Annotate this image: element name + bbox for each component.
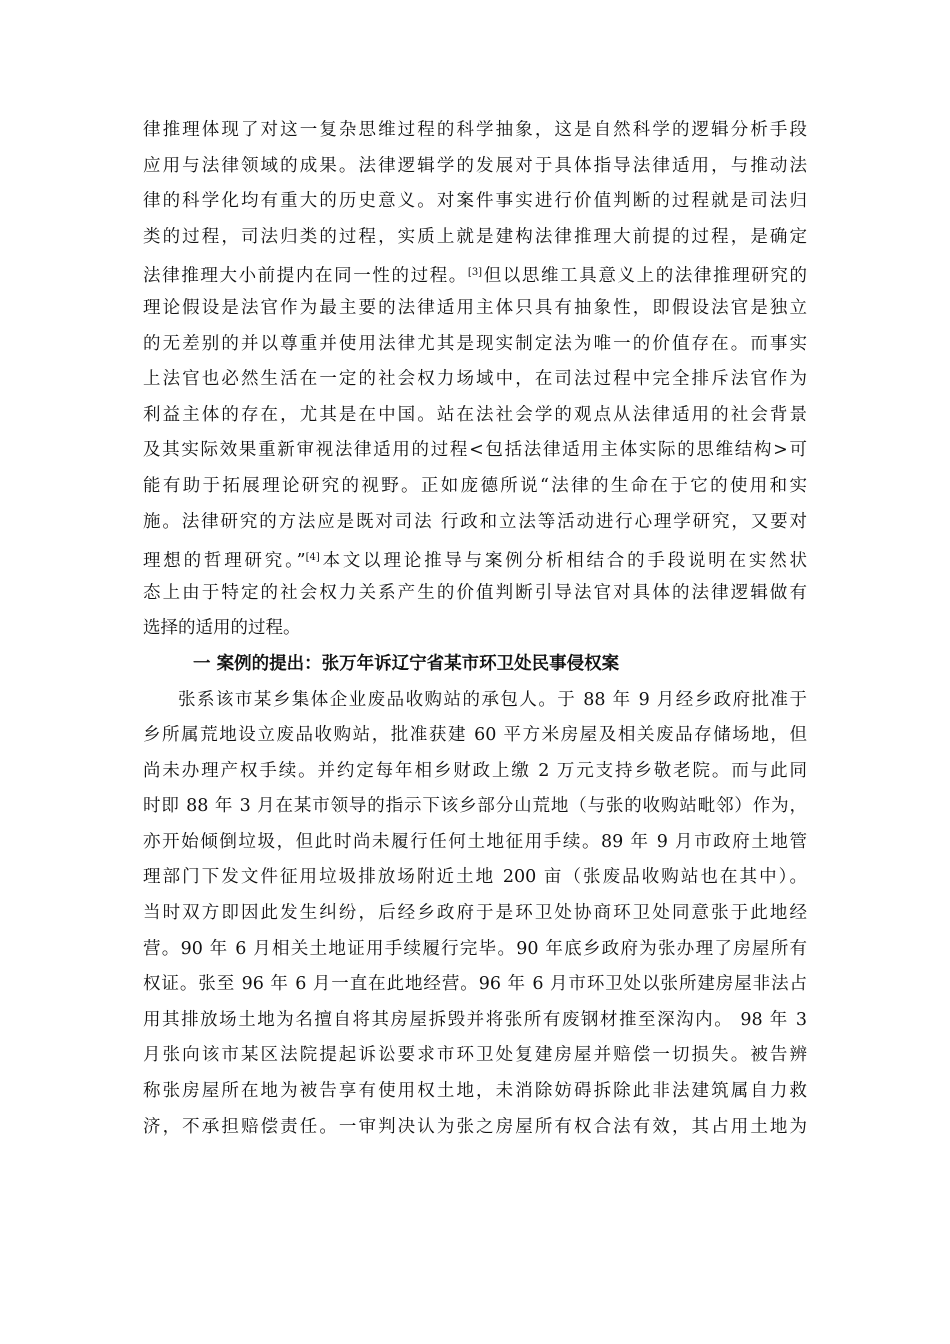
text-line: 的无差别的并以尊重并使用法律尤其是现实制定法为唯一的价值存在。而事实 bbox=[143, 333, 807, 354]
text-line: 时即 88 年 3 月在某市领导的指示下该乡部分山荒地（与张的收购站毗邻）作为， bbox=[143, 796, 807, 817]
section-heading: 一 案例的提出：张万年诉辽宁省某市环卫处民事侵权案 bbox=[193, 653, 620, 674]
text-line: 能有助于拓展理论研究的视野。正如庞德所说“法律的生命在于它的使用和实 bbox=[143, 475, 807, 496]
text-line: 用其排放场土地为名擅自将其房屋拆毁并将张所有废钢材推至深沟内。 98 年 3 bbox=[143, 1009, 807, 1030]
text-line: 及其实际效果重新审视法律适用的过程<包括法律适用主体实际的思维结构>可 bbox=[143, 440, 807, 461]
text-segment: 法律推理大小前提内在同一性的过程。 bbox=[143, 266, 468, 287]
text-line: 应用与法律领域的成果。法律逻辑学的发展对于具体指导法律适用，与推动法 bbox=[143, 155, 807, 176]
paragraph-case-facts bbox=[143, 683, 807, 1146]
text-line: 当时双方即因此发生纠纷，后经乡政府于是环卫处协商环卫处同意张于此地经 bbox=[143, 903, 807, 924]
text-line bbox=[143, 255, 807, 291]
text-segment: 本文以理论推导与案例分析相结合的手段说明在实然状 bbox=[319, 551, 807, 572]
text-line: 月张向该市某区法院提起诉讼要求市环卫处复建房屋并赔偿一切损失。被告辨 bbox=[143, 1045, 807, 1066]
text-line: 上法官也必然生活在一定的社会权力场域中，在司法过程中完全排斥法官作为 bbox=[143, 369, 807, 390]
text-line: 称张房屋所在地为被告享有使用权土地，未消除妨碍拆除此非法建筑属自力救 bbox=[143, 1081, 807, 1102]
text-line: 营。90 年 6 月相关土地证用手续履行完毕。90 年底乡政府为张办理了房屋所有 bbox=[143, 938, 807, 959]
text-line: 权证。张至 96 年 6 月一直在此地经营。96 年 6 月市环卫处以张所建房屋非法占 bbox=[143, 974, 807, 995]
text-line: 施。法律研究的方法应是既对司法 行政和立法等活动进行心理学研究，又要对 bbox=[143, 511, 807, 532]
text-line: 理论假设是法官作为最主要的法律适用主体只具有抽象性，即假设法官是独立 bbox=[143, 297, 807, 318]
text-line bbox=[143, 540, 807, 576]
text-segment: 理想的哲理研究。” bbox=[143, 551, 306, 572]
text-line: 理部门下发文件征用垃圾排放场附近土地 200 亩（张废品收购站也在其中）。 bbox=[143, 867, 807, 888]
text-line: 张系该市某乡集体企业废品收购站的承包人。于 88 年 9 月经乡政府批准于 bbox=[178, 689, 807, 710]
paragraph-legal-reasoning bbox=[143, 113, 807, 647]
footnote-ref-4: [4] bbox=[305, 552, 320, 564]
text-line: 尚未办理产权手续。并约定每年相乡财政上缴 2 万元支持乡敬老院。而与此同 bbox=[143, 760, 807, 781]
footnote-ref-3: [3] bbox=[467, 267, 483, 279]
text-line: 律的科学化均有重大的历史意义。对案件事实进行价值判断的过程就是司法归 bbox=[143, 191, 807, 212]
text-segment: 但以思维工具意义上的法律推理研究的 bbox=[482, 266, 808, 287]
text-line: 乡所属荒地设立废品收购站，批准获建 60 平方米房屋及相关废品存储场地，但 bbox=[143, 725, 807, 746]
text-line: 类的过程，司法归类的过程，实质上就是建构法律推理大前提的过程，是确定 bbox=[143, 226, 807, 247]
text-line: 律推理体现了对这一复杂思维过程的科学抽象，这是自然科学的逻辑分析手段 bbox=[143, 120, 807, 140]
text-line: 利益主体的存在，尤其是在中国。站在法社会学的观点从法律适用的社会背景 bbox=[143, 404, 807, 425]
text-line: 态上由于特定的社会权力关系产生的价值判断引导法官对具体的法律逻辑做有 bbox=[143, 582, 807, 603]
text-line: 选择的适用的过程。 bbox=[143, 618, 301, 639]
text-line: 亦开始倾倒垃圾，但此时尚未履行任何土地征用手续。89 年 9 月市政府土地管 bbox=[143, 831, 807, 852]
document-body bbox=[143, 113, 807, 1145]
text-line: 济，不承担赔偿责任。一审判决认为张之房屋所有权合法有效，其占用土地为 bbox=[143, 1116, 807, 1137]
